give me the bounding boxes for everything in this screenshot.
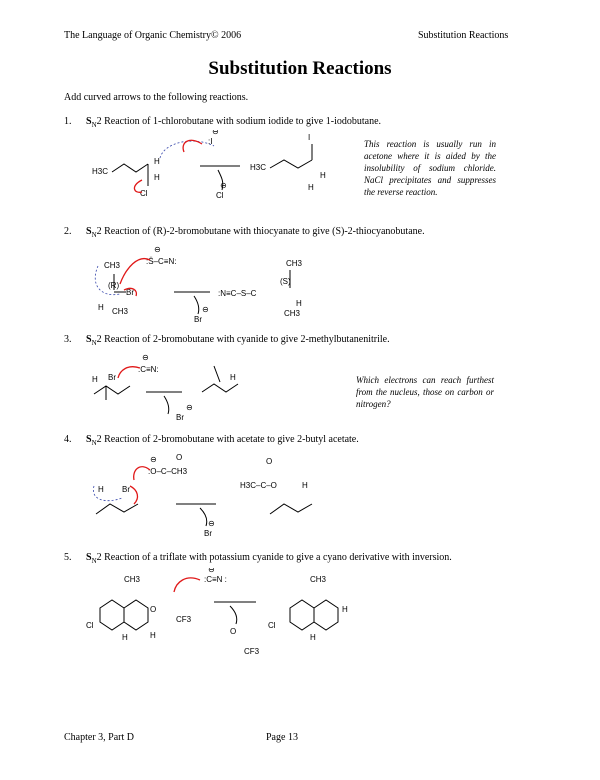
c-cn-bond xyxy=(214,366,220,382)
acetate-label: :O–C–CH3 xyxy=(148,467,188,476)
question-text: 2 Reaction of 2-bromobutane with cyanide to give 2-methylbutanenitrile. xyxy=(96,334,390,345)
br-label: Br xyxy=(108,373,116,382)
carbon-chain xyxy=(96,504,138,514)
acetate-product-label: H3C–C–O xyxy=(240,481,277,490)
br-leaving-label: Br xyxy=(204,529,212,538)
sn-subscript: N xyxy=(91,121,97,129)
thio-product-label: :N≡C–S–C xyxy=(218,289,257,298)
h-label: H xyxy=(150,631,156,640)
question-4 xyxy=(64,434,359,447)
sn-subscript: N xyxy=(91,439,97,447)
question-text: 2 Reaction of (R)-2-bromobutane with thiocyanate to give (S)-2-thiocyanobutane. xyxy=(96,226,425,237)
h-label: H xyxy=(302,481,308,490)
question-text: 2 Reaction of 2-bromobutane with acetate to give 2-butyl acetate. xyxy=(96,434,359,445)
curved-arrow xyxy=(183,140,202,152)
h-label: H xyxy=(308,183,314,192)
minus-charge: ⊖ xyxy=(220,181,227,190)
scheme-4 xyxy=(90,452,320,542)
reaction-arrow-branch xyxy=(194,296,199,314)
ch3-label: CH3 xyxy=(104,261,121,270)
cl-label: Cl xyxy=(268,621,276,630)
cyanide-label: :C≡N: xyxy=(138,365,159,374)
h-label: H xyxy=(98,303,104,312)
iodide-label: :I xyxy=(208,137,213,146)
question-number: 5. xyxy=(64,552,72,563)
r-label: (R) xyxy=(108,281,120,290)
page-title: Substitution Reactions xyxy=(208,58,392,79)
curved-arrow xyxy=(118,367,140,378)
s-label: (S) xyxy=(280,277,291,286)
ring xyxy=(124,600,148,630)
br-label: Br xyxy=(122,485,130,494)
h-label: H xyxy=(342,605,348,614)
ring xyxy=(290,600,314,630)
carbon-chain xyxy=(270,160,312,168)
br-leaving-label: Br xyxy=(176,413,184,422)
question-number: 4. xyxy=(64,434,72,445)
question-text: 2 Reaction of a triflate with potassium cyanide to give a cyano derivative with inversion. xyxy=(96,552,452,563)
question-1 xyxy=(64,116,381,129)
h-label: H xyxy=(230,373,236,382)
question-text: 2 Reaction of 1-chlorobutane with sodium iodide to give 1-iodobutane. xyxy=(96,116,382,127)
minus-charge: ⊖ xyxy=(142,353,149,362)
ch3-label: CH3 xyxy=(286,259,303,268)
i-label: I xyxy=(308,133,311,142)
ch3-label: CH3 xyxy=(310,575,327,584)
carbon-chain xyxy=(270,504,312,514)
thiocyanate-label: :S̈–C≡N: xyxy=(146,257,177,266)
sn-subscript: N xyxy=(91,557,97,565)
reaction-arrow-branch xyxy=(230,606,237,624)
o-label: O xyxy=(230,627,237,636)
question-number: 3. xyxy=(64,334,72,345)
note-q3: Which electrons can reach furthest from the nucleus, those on carbon or nitrogen? xyxy=(356,375,494,409)
scheme-5 xyxy=(80,568,380,668)
ring xyxy=(100,600,124,630)
cl-leaving-label: Cl xyxy=(216,191,224,200)
h-label: H xyxy=(296,299,302,308)
question-number: 1. xyxy=(64,116,72,127)
minus-charge: ⊖ xyxy=(150,455,157,464)
footer-page: Page 13 xyxy=(266,732,298,743)
curved-arrow xyxy=(130,486,137,504)
carbon-chain xyxy=(112,164,148,172)
minus-charge: ⊖ xyxy=(208,568,215,574)
sn-prefix: S xyxy=(86,552,92,563)
note-q1: This reaction is usually run in acetone where it is aided by the insolubility of sodium chloride. NaCl precipitates and suppresses the reverse reaction. xyxy=(364,139,496,197)
h-label: H xyxy=(154,173,160,182)
minus-charge: ⊖ xyxy=(186,403,193,412)
h3c-label: H3C xyxy=(92,167,109,176)
sn-prefix: S xyxy=(86,226,92,237)
footer-chapter: Chapter 3, Part D xyxy=(64,732,134,743)
minus-charge: ⊖ xyxy=(208,519,215,528)
question-5 xyxy=(64,552,452,565)
carbon-chain xyxy=(94,386,130,394)
question-number: 2. xyxy=(64,226,72,237)
cyanide5-label: :C≡N : xyxy=(204,575,227,584)
br-leaving-label: Br xyxy=(194,315,202,324)
running-header-right: Substitution Reactions xyxy=(418,30,509,41)
h-label: H xyxy=(320,171,326,180)
cl-label: Cl xyxy=(140,189,148,198)
sn-prefix: S xyxy=(86,434,92,445)
scheme-2 xyxy=(90,244,350,324)
sn-subscript: N xyxy=(91,339,97,347)
reaction-arrow-branch xyxy=(200,508,207,526)
scheme-3 xyxy=(90,352,250,426)
carbon-chain xyxy=(202,384,238,392)
o-label: O xyxy=(150,605,157,614)
h-label: H xyxy=(92,375,98,384)
question-2 xyxy=(64,226,425,239)
ring xyxy=(314,600,338,630)
h-label: H xyxy=(154,157,160,166)
cf3-label: CF3 xyxy=(176,615,192,624)
cl-label: Cl xyxy=(86,621,94,630)
br-label: Br xyxy=(126,288,134,297)
ch3-label: CH3 xyxy=(124,575,141,584)
ch3-label: CH3 xyxy=(112,307,129,316)
orbital-dash xyxy=(160,141,214,158)
scheme-1 xyxy=(90,130,360,210)
h-label: H xyxy=(98,485,104,494)
minus-charge: ⊖ xyxy=(212,130,219,136)
o-label: O xyxy=(266,457,273,466)
sn-prefix: S xyxy=(86,116,92,127)
sn-prefix: S xyxy=(86,334,92,345)
o-label: O xyxy=(176,453,183,462)
minus-charge: ⊖ xyxy=(202,305,209,314)
h-label: H xyxy=(122,633,128,642)
reaction-arrow-branch xyxy=(164,396,169,414)
running-header-left: The Language of Organic Chemistry© 2006 xyxy=(64,30,242,41)
h3c-label: H3C xyxy=(250,163,267,172)
question-3 xyxy=(64,334,390,347)
ch3-label: CH3 xyxy=(284,309,301,318)
sn-subscript: N xyxy=(91,231,97,239)
cf3-label: CF3 xyxy=(244,647,260,656)
h-label: H xyxy=(310,633,316,642)
curved-arrow xyxy=(174,578,200,592)
minus-charge: ⊖ xyxy=(154,245,161,254)
instructions: Add curved arrows to the following reactions. xyxy=(64,92,249,103)
